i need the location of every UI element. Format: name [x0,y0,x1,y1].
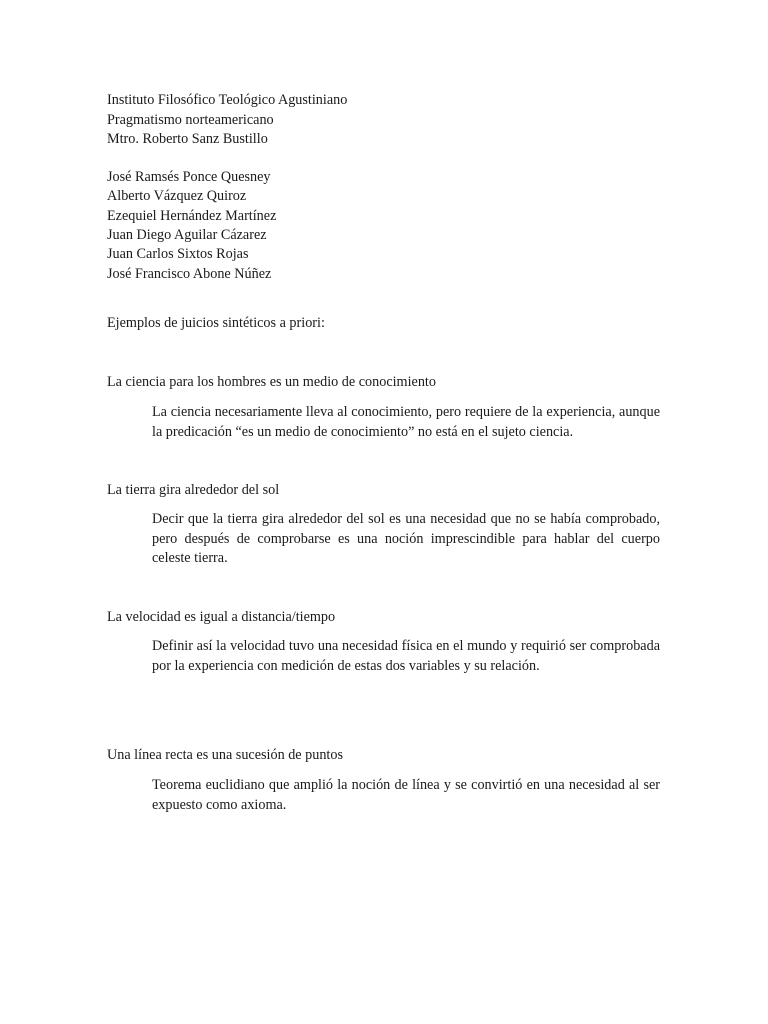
example-paragraph: La ciencia necesariamente lleva al conocimiento, pero requiere de la experiencia, aunque la predicación “es un medio de conocimiento” no está en el sujeto ciencia. [152,404,660,440]
author-name: Juan Diego Aguilar Cázarez [107,227,267,243]
example-paragraph: Decir que la tierra gira alrededor del sol es una necesidad que no se había comprobado, pero después de comprobarse es una noción imprescindible para hablar del cuerpo celeste tierra. [152,511,660,567]
author-name: Alberto Vázquez Quiroz [107,188,247,204]
author-name: José Ramsés Ponce Quesney [107,169,271,185]
teacher-line: Mtro. Roberto Sanz Bustillo [107,131,268,147]
example-heading: Una línea recta es una sucesión de puntos [107,747,343,763]
author-name: Juan Carlos Sixtos Rojas [107,246,249,262]
author-name: José Francisco Abone Núñez [107,266,272,282]
example-heading: La tierra gira alrededor del sol [107,482,280,498]
intro-line: Ejemplos de juicios sintéticos a priori: [107,315,325,331]
example-heading: La velocidad es igual a distancia/tiempo [107,609,336,625]
example-paragraph: Teorema euclidiano que amplió la noción de línea y se convirtió en una necesidad al ser expuesto como axioma. [152,777,660,813]
institution-line: Instituto Filosófico Teológico Agustiniano [107,92,348,108]
example-heading: La ciencia para los hombres es un medio de conocimiento [107,374,436,390]
example-paragraph: Definir así la velocidad tuvo una necesidad física en el mundo y requirió ser comprobada por la experiencia con medición de estas dos variables y su relación. [152,638,660,674]
course-line: Pragmatismo norteamericano [107,112,274,128]
author-name: Ezequiel Hernández Martínez [107,208,277,224]
